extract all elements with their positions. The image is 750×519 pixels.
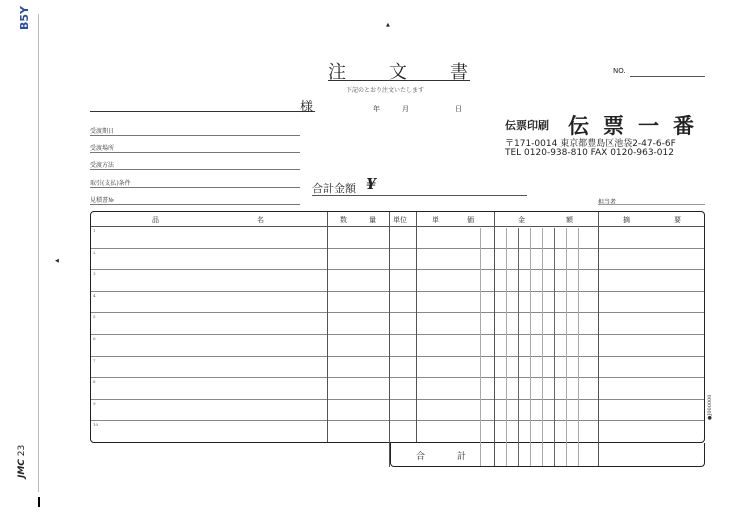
company-name-char: 番 <box>673 114 694 138</box>
honorific: 様 <box>300 100 314 115</box>
company-contact: TEL 0120-938-810 FAX 0120-963-012 <box>505 148 674 158</box>
items-table <box>90 211 705 443</box>
column-separator <box>494 212 495 467</box>
header-amount-1: 金 <box>518 216 525 224</box>
header-price-2: 価 <box>467 216 474 224</box>
delivery-place-label: 受渡場所 <box>90 145 115 152</box>
product-code <box>17 445 27 478</box>
column-subdivider <box>554 228 555 467</box>
title-underline <box>328 80 470 81</box>
delivery-date-label: 受渡期日 <box>90 128 115 135</box>
sum-char: 合 <box>416 452 426 462</box>
row-separator <box>91 312 704 313</box>
column-separator <box>389 212 390 467</box>
title-char-2: 文 <box>389 62 407 83</box>
delivery-method-field[interactable] <box>90 169 300 170</box>
payment-terms-field[interactable] <box>90 187 300 188</box>
paper-size-label: B5Y <box>18 5 31 30</box>
row-number: 2 <box>93 250 96 255</box>
date-year-label: 年 <box>373 105 380 113</box>
header-price-1: 単 <box>432 216 439 224</box>
staff-label: 担当者 <box>598 199 617 206</box>
side-strip <box>38 14 39 492</box>
header-remarks-2: 要 <box>674 216 681 224</box>
row-number: 5 <box>93 314 96 319</box>
row-separator <box>91 399 704 400</box>
customer-name-field[interactable] <box>90 111 315 112</box>
quote-number-label: 見積書№ <box>90 197 114 204</box>
row-number: 7 <box>93 358 96 363</box>
column-subdivider <box>518 228 519 467</box>
column-subdivider <box>530 228 531 467</box>
order-number-field[interactable] <box>630 76 705 77</box>
delivery-method-label: 受渡方法 <box>90 162 115 169</box>
row-separator <box>91 420 704 421</box>
product-number: 23 <box>17 444 27 457</box>
header-amount-2: 額 <box>566 216 573 224</box>
top-triangle-mark: ▲ <box>386 22 390 28</box>
date-month-label: 月 <box>402 105 409 113</box>
date-day-label: 日 <box>455 105 462 113</box>
header-qty-2: 量 <box>369 216 376 224</box>
sum-char: 計 <box>456 452 466 462</box>
delivery-place-field[interactable] <box>90 152 300 153</box>
yen-mark: ¥ <box>366 175 377 193</box>
row-separator <box>91 291 704 292</box>
company-address: 〒171-0014 東京都豊島区池袋2-47-6-6F <box>505 139 676 149</box>
staff-field[interactable] <box>598 204 705 205</box>
row-number: 3 <box>93 271 96 276</box>
left-triangle-mark: ◀ <box>55 258 59 264</box>
header-item-1: 品 <box>152 216 159 224</box>
document-subtitle: 下記のとおり注文いたします <box>346 87 425 94</box>
row-number: 4 <box>93 293 96 298</box>
column-subdivider <box>506 228 507 467</box>
row-separator <box>91 377 704 378</box>
column-subdivider <box>480 228 481 467</box>
row-number: 8 <box>93 379 96 384</box>
company-name-char: 一 <box>638 114 659 138</box>
title-char-3: 書 <box>450 62 468 83</box>
column-subdivider <box>566 228 567 467</box>
delivery-date-field[interactable] <box>90 135 300 136</box>
row-number: 1 <box>93 228 96 233</box>
row-separator <box>91 248 704 249</box>
company-prefix: 伝票印刷 <box>505 119 549 132</box>
row-number: 6 <box>93 336 96 341</box>
row-separator <box>91 269 704 270</box>
header-item-2: 名 <box>257 216 264 224</box>
total-amount-field[interactable] <box>312 195 527 196</box>
column-separator <box>327 212 328 442</box>
header-separator <box>91 226 704 227</box>
serial-number: ●J000000 <box>707 394 713 420</box>
company-name-char: 票 <box>603 114 624 138</box>
row-number: 10 <box>93 422 99 427</box>
column-subdivider <box>578 228 579 467</box>
header-unit: 単位 <box>393 216 407 224</box>
row-separator <box>91 356 704 357</box>
corner-mark <box>38 497 40 507</box>
row-separator <box>91 334 704 335</box>
row-number: 9 <box>93 401 96 406</box>
maker-logo: JMC <box>17 459 27 478</box>
sum-label <box>416 449 466 462</box>
title-char-1: 注 <box>328 62 346 83</box>
column-separator <box>416 212 417 442</box>
company-name-char: 伝 <box>568 114 589 138</box>
payment-terms-label: 取引(支払)条件 <box>90 180 131 187</box>
order-number-label: NO. <box>613 67 626 75</box>
column-separator <box>598 212 599 467</box>
quote-number-field[interactable] <box>90 204 300 205</box>
column-subdivider <box>542 228 543 467</box>
header-qty-1: 数 <box>340 216 347 224</box>
header-remarks-1: 摘 <box>623 216 630 224</box>
total-amount-label: 合計金額 <box>312 182 356 195</box>
